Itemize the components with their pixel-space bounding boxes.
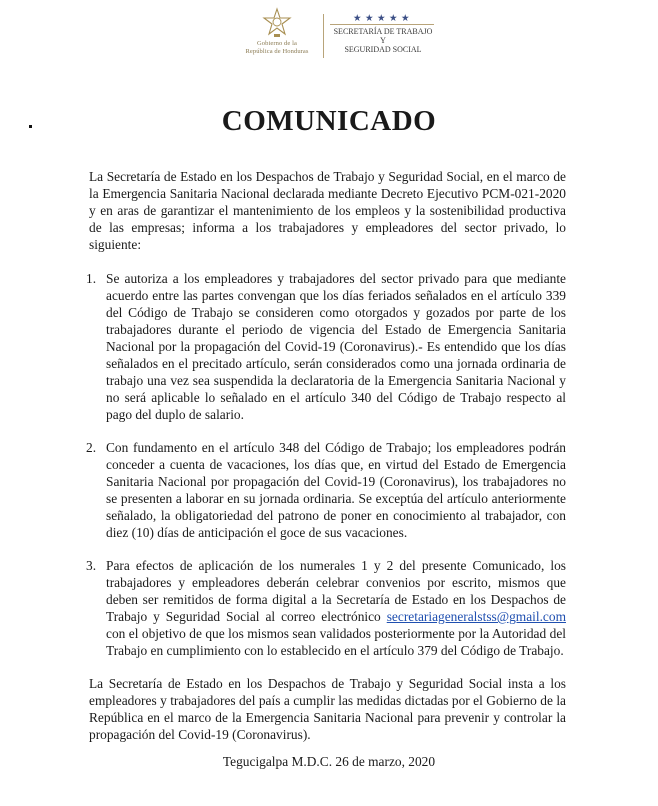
list-item-2	[86, 439, 566, 541]
place-and-date: Tegucigalpa M.D.C. 26 de marzo, 2020	[222, 754, 436, 769]
numbered-list	[86, 270, 566, 659]
list-item-text-before: Para efectos de aplicación de los numerales 1 y 2 del presente Comunicado, los trabajadores y empleadores deberán celebrar convenios por escrito, mismos que deben ser remitidos de forma digital a la Secretaría de Estado en los Despachos de Trabajo y Seguridad Social al correo electrónico	[106, 558, 566, 624]
list-item-text: Se autoriza a los empleadores y trabajadores del sector privado para que mediante acuerdo entre las partes convengan que los días feriados señalados en el artículo 339 del Código de Trabajo se consideren como otorgados y gozados por parte de los trabajadores durante el periodo de vigencia del Estado de Emergencia Sanitaria Nacional por la propagación del Covid-19 (Coronavirus).- Es entendido que los días señalados en el precitado artículo, serán considerados como una jornada ordinaria de trabajo una vez sea suspendida la declaratoria de la Emergencia Sanitaria Nacional y no será aplicable lo señalado en el artículo 340 del Código de Trabajo respecto al pago del duplo de salario.	[106, 271, 566, 422]
ministry-line-2: SEGURIDAD SOCIAL	[344, 45, 422, 54]
closing-paragraph: La Secretaría de Estado en los Despachos de Trabajo y Seguridad Social insta a los empleadores y trabajadores del país a cumplir las medidas dictadas por el Gobierno de la República en el marco de la Emergencia Sanitaria Nacional para prevenir y controlar la propagación del Covid-19 (Coronavirus).	[89, 676, 566, 742]
letterhead	[0, 0, 658, 80]
ministry-line-1: SECRETARÍA DE TRABAJO Y	[333, 27, 433, 45]
list-item-number: 1.	[86, 271, 97, 286]
list-item-text: Con fundamento en el artículo 348 del Código de Trabajo; los empleadores podrán conceder a cuenta de vacaciones, los días que, en virtud del Estado de Emergencia Sanitaria Nacional por propagación del Covid-19 (Coronavirus), los trabajadores no se presenten a laborar en su jornada ordinaria. Se exceptúa del artículo anteriormente señalado, la obligatoriedad del patrono de poner en conocimiento al trabajador, con diez (10) días de anticipación el goce de sus vacaciones.	[106, 440, 566, 540]
list-item-3	[86, 557, 566, 659]
document-title: COMUNICADO	[221, 105, 437, 137]
ministry-rule	[330, 24, 434, 25]
header-divider	[323, 14, 324, 58]
gov-line-2: República de Honduras	[245, 47, 309, 55]
list-item-number: 3.	[86, 558, 97, 573]
email-link[interactable]: secretariageneralstss@gmail.com	[386, 609, 566, 624]
government-logo	[236, 6, 318, 55]
list-item-1	[86, 270, 566, 423]
stars-icon: ★★★★★	[352, 14, 414, 24]
document-body	[86, 168, 566, 743]
intro-paragraph: La Secretaría de Estado en los Despachos de Trabajo y Seguridad Social, en el marco de la Emergencia Sanitaria Nacional declarada mediante Decreto Ejecutivo PCM-021-2020 y en aras de garantizar el mantenimiento de los empleos y la sostenibilidad productiva de las empresas; informa a los trabajadores y empleadores del sector privado, lo siguiente:	[89, 169, 566, 252]
gov-line-1: Gobierno de la	[256, 40, 298, 47]
list-item-text-after: con el objetivo de que los mismos sean validados posteriormente por la Autoridad del Trabajo en cumplimiento con lo establecido en el artículo 379 del Código de Trabajo.	[106, 626, 566, 658]
list-item-number: 2.	[86, 440, 97, 455]
ministry-name	[330, 27, 436, 54]
coat-of-arms-icon	[260, 6, 294, 40]
